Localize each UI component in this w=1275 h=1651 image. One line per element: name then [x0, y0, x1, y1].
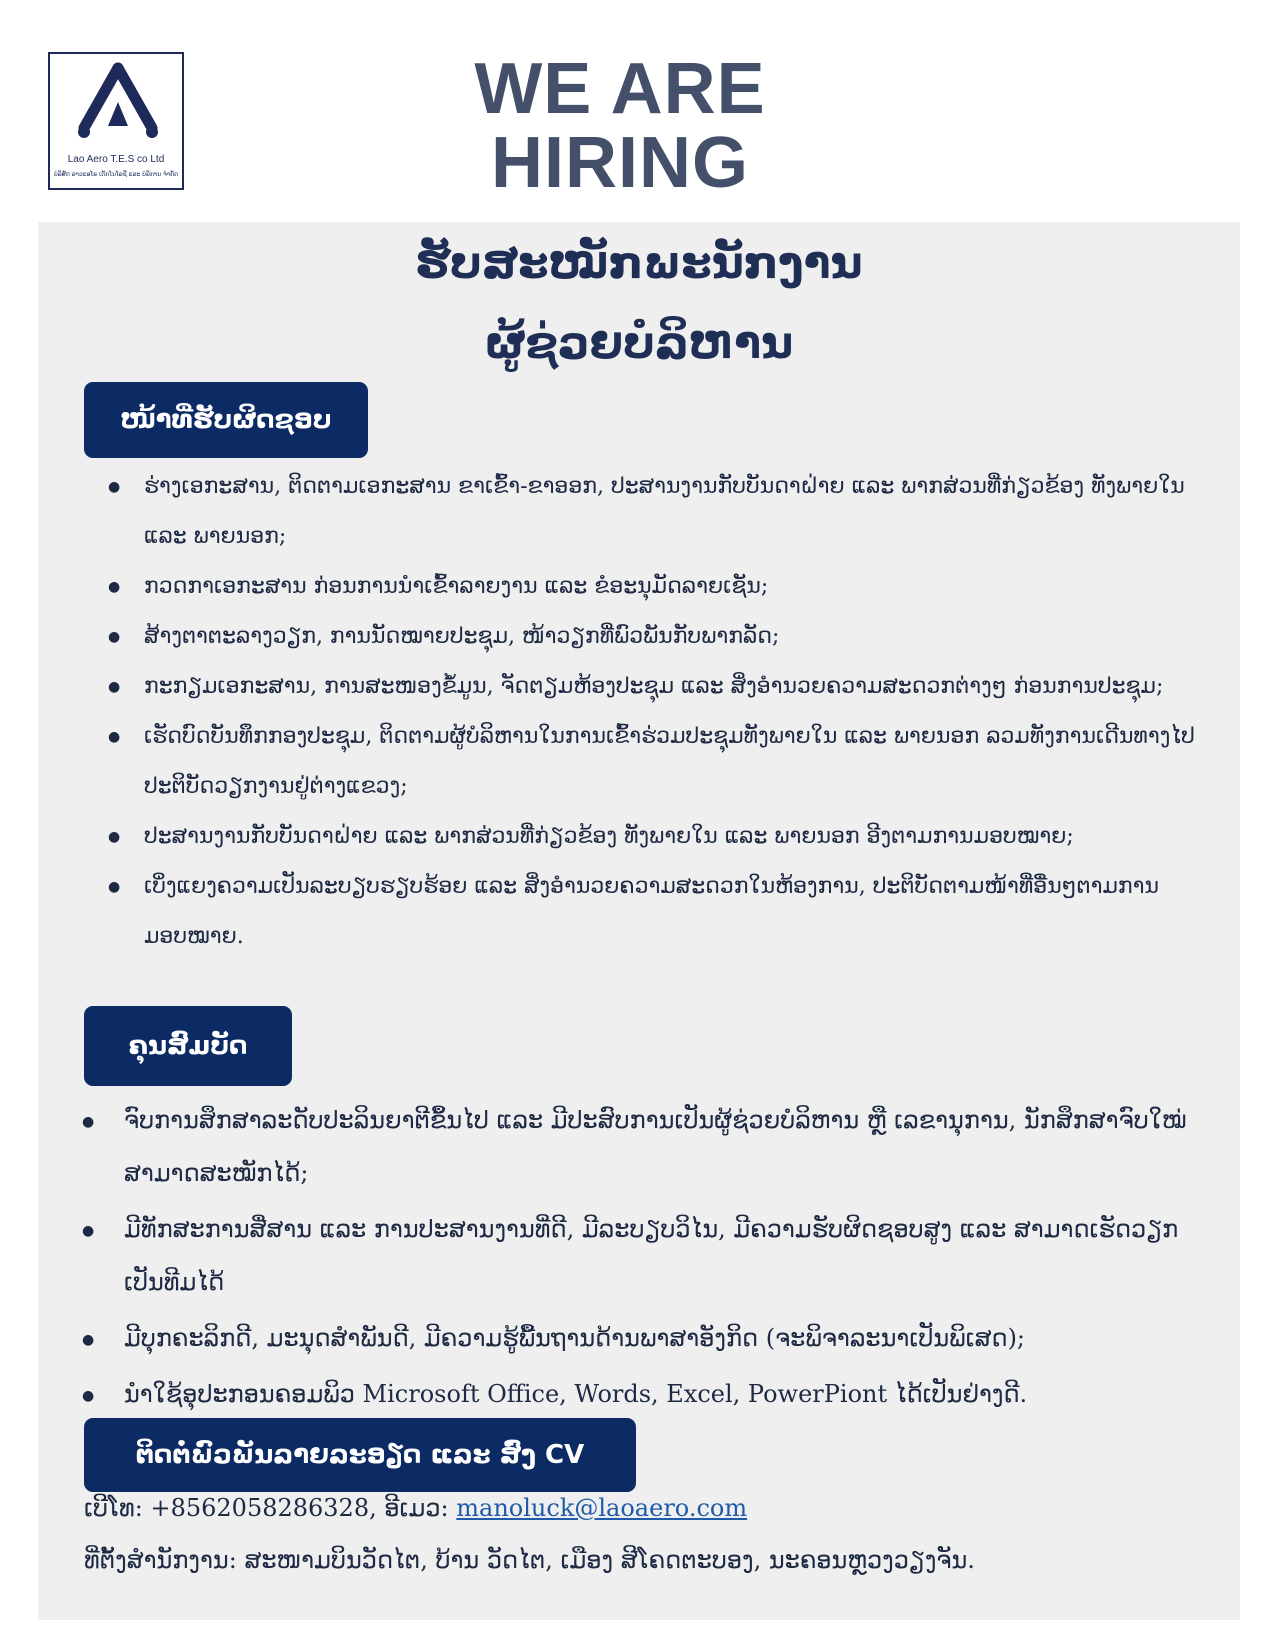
logo-emblem-icon: [72, 62, 164, 150]
contact-phone-email: [84, 1494, 747, 1522]
list-item: ● ປະສານງານກັບບັນດາຝ່າຍ ແລະ ພາກສ່ວນທີ່ກ່ຽວຂ້ອງ ທັງພາຍໃນ ແລະ ພາຍນອກ ອີງຕາມການມອບໝາຍ;: [108, 812, 1208, 862]
list-item: ● ກະກຽມເອກະສານ, ການສະໜອງຂໍ້ມູນ, ຈັດຕຽມຫ້ອງປະຊຸມ ແລະ ສິ່ງອຳນວຍຄວາມສະດວກຕ່າງໆ ກ່ອນການປະຊຸມ;: [108, 662, 1208, 712]
company-logo: [48, 52, 184, 190]
headline-line-1: WE ARE: [474, 49, 766, 129]
qualifications-list: [82, 1094, 1212, 1424]
contact-heading: ຕິດຕໍ່ພົວພັນລາຍລະອຽດ ແລະ ສົ່ງ CV: [84, 1418, 636, 1492]
list-item: ● ເບິ່ງແຍງຄວາມເປັນລະບຽບຮຽບຮ້ອຍ ແລະ ສິ່ງອຳນວຍຄວາມສະດວກໃນຫ້ອງການ, ປະຕິບັດຕາມໜ້າທີ່ອື່ນໆຕາມການມອບໝາຍ.: [108, 862, 1208, 962]
job-posting-panel: [38, 222, 1240, 1620]
qualifications-heading: ຄຸນສົມບັດ: [84, 1006, 292, 1086]
list-item: ● ມີບຸກຄະລິກດີ, ມະນຸດສຳພັນດີ, ມີຄວາມຮູ້ພື້ນຖານດ້ານພາສາອັງກິດ (ຈະພິຈາລະນາເປັນພິເສດ);: [82, 1312, 1212, 1365]
list-item: ● ກວດກາເອກະສານ ກ່ອນການນຳເຂົ້າລາຍງານ ແລະ ຂໍອະນຸມັດລາຍເຊັນ;: [108, 562, 1208, 612]
job-title-line-2: ຜູ້ຊ່ວຍບໍລິຫານ: [484, 318, 794, 369]
list-item: ● ສ້າງຕາຕະລາງວຽກ, ການນັດໝາຍປະຊຸມ, ໜ້າວຽກທີ່ພົວພັນກັບພາກລັດ;: [108, 612, 1208, 662]
logo-company-subtitle: ບໍລິສັດ ລາວແອໂຣ ເຕັກໂນໂລຊີ ແລະ ບໍລິການ ຈຳກັດ: [53, 171, 179, 178]
phone-label: ເບີໂທ: +8562058286328, ອີເມວ:: [84, 1494, 457, 1522]
list-item: ● ມີທັກສະການສື່ສານ ແລະ ການປະສານງານທີ່ດີ, ມີລະບຽບວິໄນ, ມີຄວາມຮັບຜິດຊອບສູງ ແລະ ສາມາດເຮັດວຽກເປັນທີມໄດ້: [82, 1203, 1212, 1309]
list-item: ● ຮ່າງເອກະສານ, ຕິດຕາມເອກະສານ ຂາເຂົ້າ-ຂາອອກ, ປະສານງານກັບບັນດາຝ່າຍ ແລະ ພາກສ່ວນທີ່ກ່ຽວຂ້ອງ ທັງພາຍໃນ ແລະ ພາຍນອກ;: [108, 462, 1208, 562]
headline: [440, 49, 800, 203]
list-item: ● ນຳໃຊ້ອຸປະກອນຄອມພິວ Microsoft Office, Words, Excel, PowerPiont ໄດ້ເປັນຢ່າງດີ.: [82, 1368, 1212, 1421]
job-title-line-1: ຮັບສະໝັກພະນັກງານ: [415, 238, 863, 289]
email-link[interactable]: manoluck@laoaero.com: [456, 1494, 748, 1522]
headline-line-2: HIRING: [491, 123, 749, 203]
logo-company-name: Lao Aero T.E.S co Ltd: [67, 154, 165, 165]
list-item: ● ເຮັດບົດບັນທຶກກອງປະຊຸມ, ຕິດຕາມຜູ້ບໍລິຫານໃນການເຂົ້າຮ່ວມປະຊຸມທັງພາຍໃນ ແລະ ພາຍນອກ ລວມທັງການເດີນທາງໄປປະຕິບັດວຽກງານຢູ່ຕ່າງແຂວງ;: [108, 712, 1208, 812]
duties-heading: ໜ້າທີ່ຮັບຜິດຊອບ: [84, 382, 368, 458]
list-item: ● ຈົບການສຶກສາລະດັບປະລິນຍາຕີຂຶ້ນໄປ ແລະ ມີປະສົບການເປັນຜູ້ຊ່ວຍບໍລິຫານ ຫຼື ເລຂານຸການ, ນັກສຶກສາຈົບໃໝ່ສາມາດສະໝັກໄດ້;: [82, 1094, 1212, 1200]
duties-list: [108, 462, 1208, 962]
office-address: ທີ່ຕັ້ງສຳນັກງານ: ສະໜາມບິນວັດໄຕ, ບ້ານ ວັດໄຕ, ເມືອງ ສີໂຄດຕະບອງ, ນະຄອນຫຼວງວຽງຈັນ.: [84, 1546, 975, 1574]
